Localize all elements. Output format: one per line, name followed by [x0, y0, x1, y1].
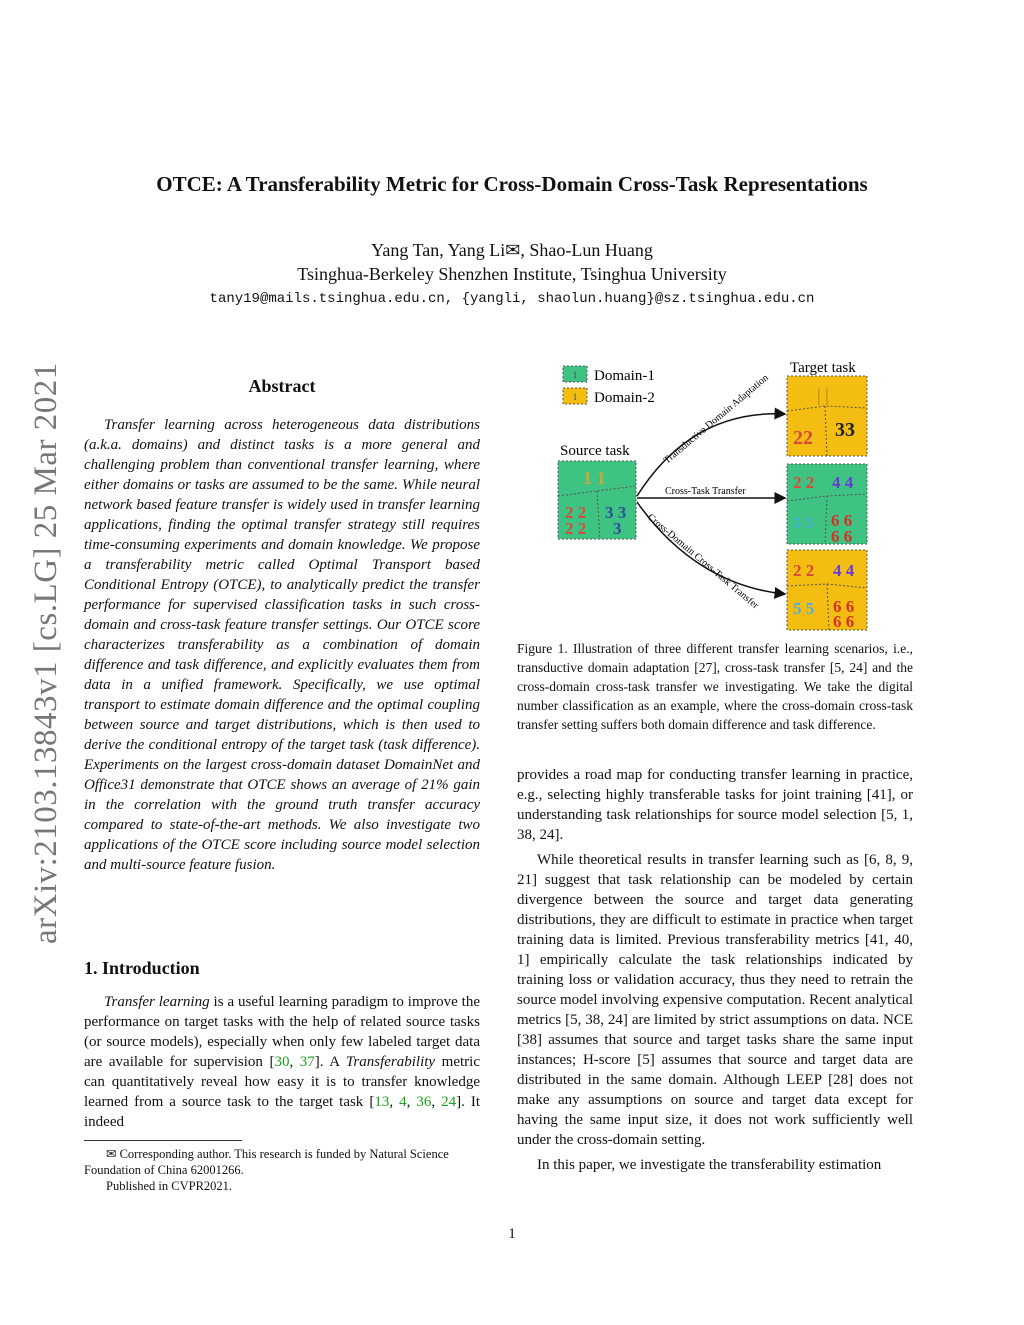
intro-text-1: is a useful learning paradigm to improve the performance on target tasks with the help of related source tasks (or source models), especially when only few labeled target data are available for supervision [: [84, 994, 481, 1070]
citation[interactable]: 4: [399, 1094, 407, 1110]
arxiv-stamp: arXiv:2103.13843v1 [cs.LG] 25 Mar 2021: [28, 362, 64, 944]
svg-text:4 4: 4 4: [833, 561, 855, 580]
svg-text:6 6: 6 6: [831, 511, 853, 530]
arrow-label-cross-task: Cross-Task Transfer: [665, 486, 746, 497]
intro-text-4: ]. It indeed: [84, 1094, 481, 1130]
citation[interactable]: 30: [274, 1054, 290, 1070]
page-number: 1: [508, 1226, 516, 1242]
term-transferability: Transferability: [345, 1054, 436, 1070]
paragraph: While theoretical results in transfer learning such as [6, 8, 9, 21] suggest that task relationship can be modeled by certain divergence between the source and target data generating distributions, they are difficult to estimate in practice when target training data is limited. Previous transferability metrics [41, 40, 1] empirically calculate the task relationships indicated by training loss or validation accuracy, thus they need to retrain the source model involving expensive computation. Recent analytical metrics [5, 38, 24] are limited by strict assumptions on data. NCE [38] assumes that source and target tasks share the same input instances; H-score [5] assumes that source and target data are distributed in the same domain. Although LEEP [28] does not make any assumptions on source and target data except for having the same input size, it does not work sufficiently well under the cross-domain setting.: [517, 852, 913, 1148]
citation[interactable]: 24: [441, 1094, 457, 1110]
arrow-label-domain-adaptation: Transductive Domain Adaptation: [661, 372, 771, 467]
figure-1: [555, 356, 875, 632]
paper-title: OTCE: A Transferability Metric for Cross-Domain Cross-Task Representations: [156, 172, 868, 196]
svg-text:33: 33: [835, 419, 855, 441]
right-column-text: [517, 765, 913, 1180]
source-task-box: [558, 461, 636, 539]
author-list: Yang Tan, Yang Li✉, Shao-Lun Huang: [371, 240, 653, 260]
section-heading-introduction: 1. Introduction: [84, 958, 200, 978]
svg-text:2 2: 2 2: [565, 503, 587, 522]
intro-text-2: ]. A: [314, 1054, 346, 1070]
target-box-domain-adaptation: [787, 376, 867, 456]
term-transfer-learning: Transfer learning: [104, 994, 210, 1010]
paragraph: In this paper, we investigate the transferability estimation: [537, 1157, 882, 1173]
author-emails: tany19@mails.tsinghua.edu.cn, {yangli, shaolun.huang}@sz.tsinghua.edu.cn: [209, 291, 815, 307]
citation[interactable]: 37: [299, 1054, 315, 1070]
citation[interactable]: 13: [374, 1094, 390, 1110]
footnote-rule: [84, 1140, 242, 1141]
arrow-cross-domain-cross-task: [637, 502, 785, 594]
svg-text:3: 3: [613, 519, 622, 538]
footnote-corresponding: ✉ Corresponding author. This research is funded by Natural Science Foundation of China 62001266.: [84, 1147, 449, 1177]
legend-digit-icon: 1: [572, 392, 578, 402]
svg-text:5 5: 5 5: [793, 515, 813, 532]
svg-text:5 5: 5 5: [793, 599, 815, 618]
svg-text:| |: | |: [817, 385, 829, 405]
svg-text:2 2: 2 2: [793, 561, 815, 580]
citation[interactable]: 36: [416, 1094, 432, 1110]
target-box-cross-task: [787, 464, 867, 546]
intro-text-3: metric can quantitatively reveal how easy it is to transfer knowledge learned from a source task to the target task [: [84, 1054, 480, 1110]
svg-text:6 6: 6 6: [833, 612, 855, 631]
svg-text:2 2: 2 2: [793, 473, 815, 492]
svg-text:22: 22: [793, 427, 813, 449]
legend-digit-icon: 1: [572, 370, 578, 380]
affiliation: Tsinghua-Berkeley Shenzhen Institute, Tsinghua University: [297, 264, 727, 284]
footnote: [84, 1146, 480, 1194]
target-box-cross-domain-cross-task: [787, 550, 867, 631]
svg-text:6 6: 6 6: [831, 527, 853, 546]
source-task-label: Source task: [560, 443, 630, 459]
footnote-published: Published in CVPR2021.: [106, 1179, 233, 1193]
svg-text:2 2: 2 2: [565, 519, 587, 538]
svg-text:1 1: 1 1: [583, 468, 606, 488]
abstract-text: Transfer learning across heterogeneous data distributions (a.k.a. domains) and distinct tasks is a more general and challenging problem than conventional transfer learning, where either domains or tasks are assumed to be the same. While neural network based feature transfer is widely used in transfer learning applications, finding the optimal transfer strategy still requires time-consuming experiments and domain knowledge. We propose a transferability metric called Optimal Transport based Conditional Entropy (OTCE), to analytically predict the transfer performance for supervised classification tasks in such cross-domain and cross-task feature transfer settings. Our OTCE score characterizes transferability as a combination of domain difference and task difference, and explicitly evaluates them from data in a unified framework. Specifically, we use optimal transport to estimate domain difference and the optimal coupling between source and target distributions, which is then used to derive the conditional entropy of the target task (task difference). Experiments on the largest cross-domain dataset DomainNet and Office31 demonstrate that OTCE shows an average of 21% gain in the correlation with the ground truth transfer accuracy compared to state-of-the-art methods. We also investigate two applications of the OTCE score including source model selection and multi-source feature fusion.: [84, 417, 480, 873]
legend-label-domain2: Domain-2: [594, 390, 655, 406]
svg-text:6 6: 6 6: [833, 597, 855, 616]
paragraph: provides a road map for conducting transfer learning in practice, e.g., selecting highly transferable tasks for joint training [41], or understanding task relationships for source model selection [5, 1, 38, 24].: [517, 767, 913, 843]
abstract-heading: Abstract: [248, 376, 316, 396]
legend-label-domain1: Domain-1: [594, 368, 655, 384]
arrow-label-cross-domain-cross-task: Cross-Domain Cross-Task Transfer: [645, 511, 761, 612]
figure-caption: Figure 1. Illustration of three different transfer learning scenarios, i.e., transductive domain adaptation [27], cross-task transfer [5, 24] and the cross-domain cross-task transfer we investigating. We take the digital number classification as an example, where the cross-domain cross-task transfer setting suffers both domain difference and task difference.: [517, 641, 913, 732]
intro-paragraph: Transfer learning is a useful learning paradigm to improve the performance on target tasks with the help of related source tasks (or source models), especially when only few labeled target data are available for supervision [30, 37]. A Transferability metric can quantitatively reveal how easy it is to transfer knowledge learned from a source task to the target task [13, 4, 36, 24]. It indeed: [84, 994, 481, 1130]
svg-text:3 3: 3 3: [605, 503, 627, 522]
svg-text:4 4: 4 4: [832, 473, 854, 492]
target-task-label: Target task: [790, 360, 856, 376]
